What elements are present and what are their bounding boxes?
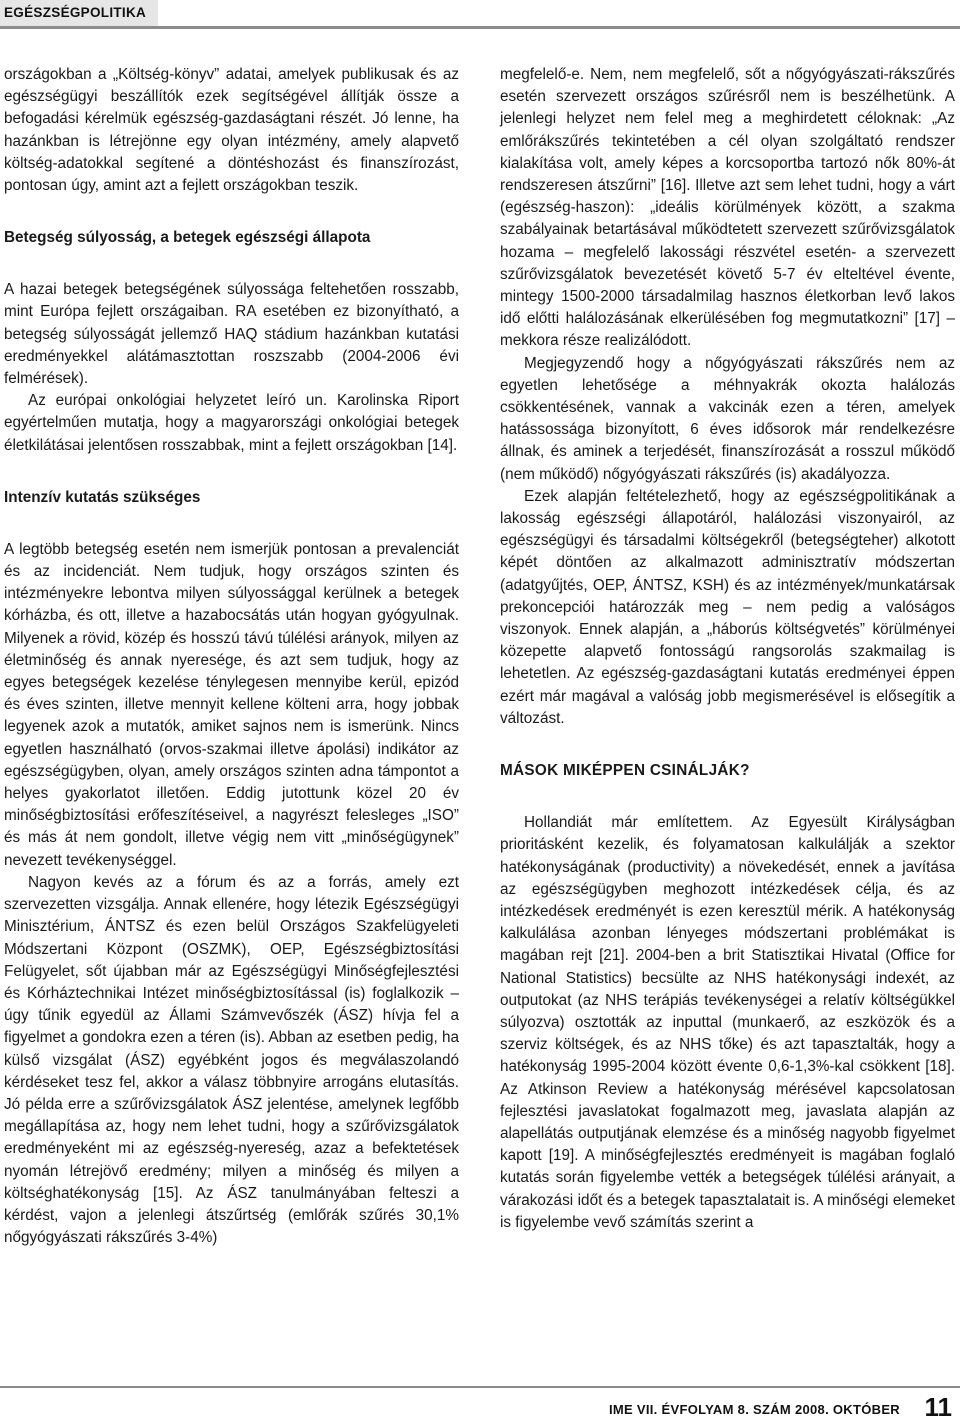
research-paragraph-2: Nagyon kevés az a fórum és az a forrás, amely ezt szervezetten vizsgálja. Annak ellenére, hogy létezik Egészségügyi Minisztérium, ÁNTSZ és ezen belül Országos Szakfelügyeleti Módszertani Központ (OSZMK), OEP, Egészségbiztosítási Felügyelet, sőt újabban már az Egészségügyi Minőségfejlesztési és Kórháztechnikai Intézet minőségbiztosítással (is) foglalkozik – úgy tűnik egyedül az Állami Számvevőszék (ÁSZ) hívja fel a figyelmet a gondokra ezen a téren (is). Abban az esetben pedig, ha külső vizsgálat (ÁSZ) egyébként jogos és megválaszolandó kérdéseket tesz fel, akkor a válasz többnyire arrogáns elutasítás. Jó példa erre a szűrővizsgálatok ÁSZ jelentése, amelynek legfőbb megállapítása az, hogy nem lehet tudni, hogy a szűrővizsgálatok eredményeként mi az egészség-nyereség, azaz a befektetések nyomán létrejövő eredmény; milyen a minőség és milyen a költséghatékonyság [15]. Az ÁSZ tanulmányában felteszi a kérdést, vajon a jelenlegi átszűrtség (emlőrák szűrés 30,1% nőgyógyászati rákszűrés 3-4%) <box>4 873 459 1247</box>
basis-paragraph: Ezek alapján feltételezhető, hogy az egészségpolitikának a lakosság egészségi állapotáról, halálozási viszonyairól, az egészségügyi és társadalmi költségekről (betegségteher) alkotott képét döntően az alkalmazott adminisztratív módszertan (adatgyűjtés, OEP, ÁNTSZ, KSH) és az intézmények/munkatársak prekoncepciói határozzák meg – nem pedig a valóságos viszonyok. Ennek alapján, a „háborús költségvetés” körülményei közepette alapvető fontosságú rangsorolás szakmailag is lehetetlen. Az egészség-gazdaságtani kutatás eredményei éppen ezért már magával a valóság jobb megismerésével is elősegítik a változást. <box>500 487 955 727</box>
continuation-paragraph: megfelelő-e. Nem, nem megfelelő, sőt a nőgyógyászati-rákszűrés esetén szervezett országos szűrésről nem is beszélhetünk. A jelenlegi helyzet nem felel meg a meghirdetett céloknak: „Az emlőrákszűrés tekintetében a cél olyan szolgáltató rendszer kialakítása volt, amely képes a korcsoportba tartozó nők 80%-át rendszeresen átszűrni” [16]. Illetve azt sem lehet tudni, hogy a várt (egészség-haszon): „ideális körülmények között, a szakma szabályainak betartásával működtetett szervezett szűrővizsgálatok hozama – megfelelő lakossági részvétel esetén- a szervezett szűrővizsgálatok bevezetését követő 5-7 év elteltével évente, mintegy 1500-2000 társadalmilag hasznos életkorban levő lakos idő előtti halálozásának elkerülésében fog megmutatkozni” [17] – mekkora része realizálódott. <box>500 66 955 350</box>
page-number: 11 <box>924 1392 952 1422</box>
research-paragraph-1: A legtöbb betegség esetén nem ismerjük pontosan a prevalenciát és az incidenciát. Nem tudjuk, hogy országos szinten és intézményekre lebontva milyen súlyossággal kerülnek a betegek kórházba, és ott, illetve a hazabocsátás után hogyan gyógyulnak. Milyenek a rövid, közép és hosszú távú túlélési arányok, milyen az életminőség és annak nyeresége, és azt sem tudjuk, hogy az egyes betegségek kezelése ténylegesen mennyibe kerül, epizód és éves szinten, illetve mennyit kellene költeni arra, hogy jobbak legyenek azok a mutatók, amiket sajnos nem is ismerünk. Nincs egyetlen használható (orvos-szakmai illetve ápolási) indikátor az egészségügyben, olyan, amely országos szinten adna támpontot a helyes gyakorlatot illetően. Eddig jutottunk közel 20 év minőségbiztosítási erőfeszítéseivel, a nagyrészt felesleges „ISO” és más át nem gondolt, illetve végig nem vitt „minőségügynek” nevezett tevékenységgel. <box>4 540 459 869</box>
footer-rule <box>0 1386 960 1388</box>
heading-disease-severity: Betegség súlyosság, a betegek egészségi állapota <box>4 229 371 247</box>
heading-intensive-research: Intenzív kutatás szükséges <box>4 488 201 506</box>
others-paragraph: Hollandiát már említettem. Az Egyesült Királyságban prioritásként kezelik, és folyamatosan kalkulálják a szektor hatékonyságának (productivity) a növekedését, ennek a javítása az egészségügyben meghozott intézkedések célja, és az intézkedések eredményét is ezen keresztül mérik. A hatékonyság kalkulálása azonban lényeges módszertani problémákat is magában rejt [21]. 2004-ben a brit Statisztikai Hivatal (Office for National Statistics) becsülte az NHS hatékonysági indexét, az outputokat (az NHS terápiás tevékenységei a relatív költségükkel súlyozva) osztották az inputtal (munkaerő, az eszközök és a szerviz költségek, és az NHS tőke) és azt tapasztalták, hogy a hatékonyság 1995-2004 között évente 0,6-1,3%-kal csökkent [18]. Az Atkinson Review a hatékonyság mérésével kapcsolatosan fejlesztési javaslatokat fogalmazott meg, javaslata alapján az alapellátás outputjának elemzése és a minőség nagyobb figyelmet kapott [19]. A minőségfejlesztés eredményeit is magában foglaló kutatás során figyelembe vették a betegségek túlélési arányait, a várakozási időt és a betegek tapasztalatait is. A minőségi elemeket is figyelembe vevő számítás szerint a <box>500 814 955 1231</box>
intro-paragraph: országokban a „Költség-könyv” adatai, amelyek publikusak és az egészségügyi beszállítók ezek segítségével állítják össze a befogadási kérelmük egészség-gazdaságtani részét. Jó lenne, ha hazánkban is létrejönne egy olyan intézmény, amely alapvető költség-adatokkal segítené a döntéshozást és finanszírozást, pontosan úgy, amint azt a fejlett országokban teszik. <box>4 66 459 195</box>
heading-how-others-do-it: MÁSOK MIKÉPPEN CSINÁLJÁK? <box>500 762 750 780</box>
journal-issue: IME VII. ÉVFOLYAM 8. SZÁM 2008. OKTÓBER <box>608 1402 900 1417</box>
severity-paragraph-1: A hazai betegek betegségének súlyossága feltehetően rosszabb, mint Európa fejlett országaiban. RA esetében ez bizonyítható, a betegség súlyosságát jellemző HAQ stádium hazánkban kutatási eredményekkel alátámasztottan roszszabb (2004-2006 évi felmérések). <box>4 281 459 388</box>
right-column <box>500 64 955 1234</box>
left-column <box>4 64 459 1249</box>
section-label: EGÉSZSÉGPOLITIKA <box>0 0 158 26</box>
note-paragraph: Megjegyzendő hogy a nőgyógyászati rákszűrés nem az egyetlen lehetősége a méhnyakrák okozta halálozás csökkentésének, vannak a vakcinák ezen a téren, amelyek hatássossága bizonyított, 6 éves idősorok már rendelkezésre állnak, és aminek a terjedését, finanszírozását a rosszul működő (nem működő) nőgyógyászati rákszűrés (is) akadályozza. <box>500 354 955 483</box>
severity-paragraph-2: Az európai onkológiai helyzetet leíró un. Karolinska Riport egyértelműen mutatja, hogy a magyarországi onkológiai betegek életkilátásai jelentősen rosszabbak, mint a fejlett országokban [14]. <box>4 392 459 454</box>
header-rule <box>0 26 960 29</box>
